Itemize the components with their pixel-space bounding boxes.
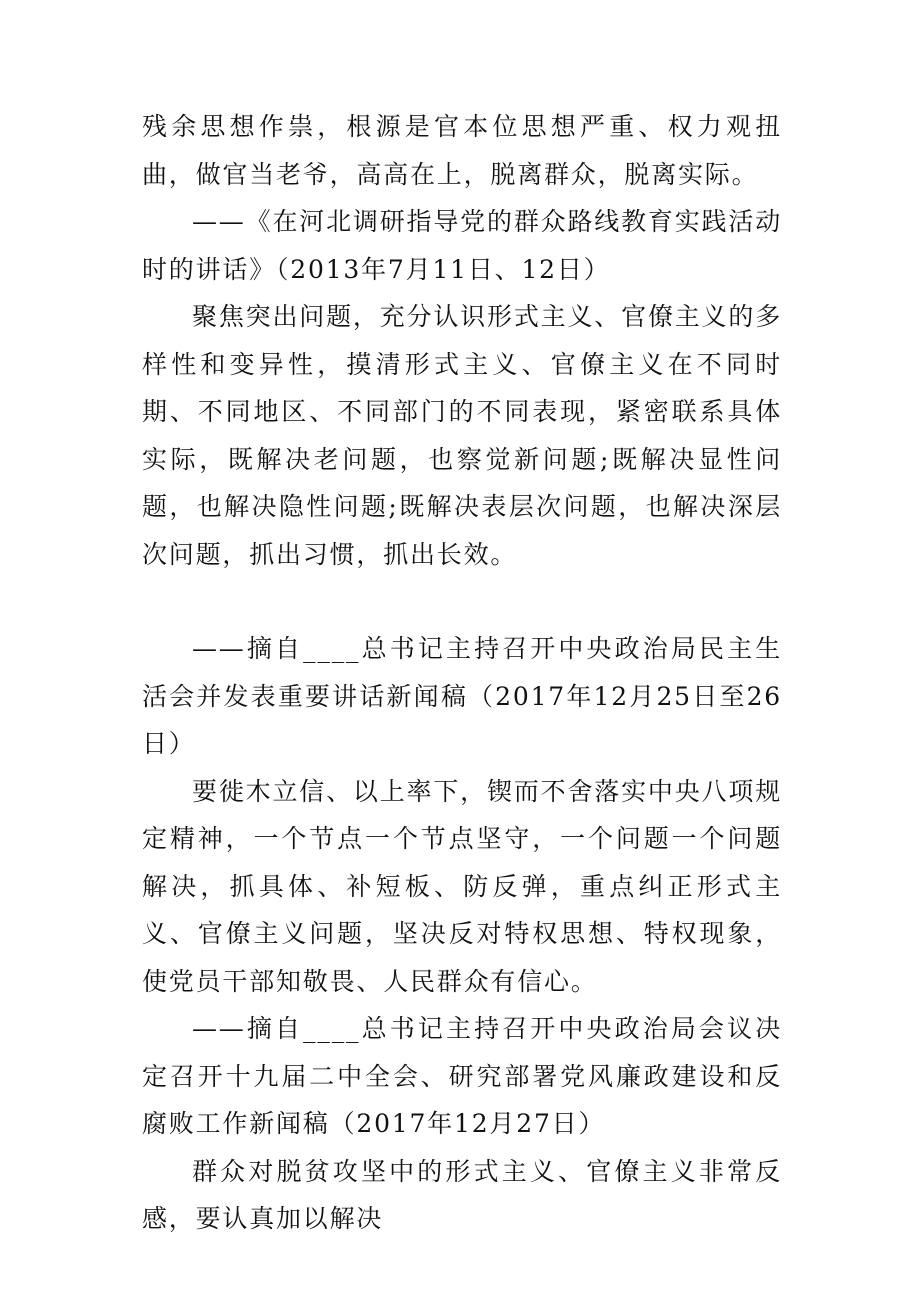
paragraph-gap [142,578,782,625]
paragraph-3: 聚焦突出问题，充分认识形式主义、官僚主义的多样性和变异性，摸清形式主义、官僚主义在不同时期、不同地区、不同部门的不同表现，紧密联系具体实际，既解决老问题，也察觉新问题;既解决显性问题，也解决隐性问题;既解决表层次问题，也解决深层次问题，抓出习惯，抓出长效。 [142,302,782,569]
paragraph-4-citation: ——摘自____总书记主持召开中央政治局民主生活会并发表重要讲话新闻稿（2017年12月25日至26日） [142,634,782,758]
document-page [142,103,782,1243]
paragraph-7: 群众对脱贫攻坚中的形式主义、官僚主义非常反感，要认真加以解决 [142,1156,782,1233]
paragraph-6-citation: ——摘自____总书记主持召开中央政治局会议决定召开十九届二中全会、研究部署党风廉政建设和反腐败工作新闻稿（2017年12月27日） [142,1014,782,1138]
paragraph-1: 残余思想作祟，根源是官本位思想严重、权力观扭曲，做官当老爷，高高在上，脱离群众，脱离实际。 [142,112,782,189]
paragraph-2-citation: ——《在河北调研指导党的群众路线教育实践活动时的讲话》（2013年7月11日、12日） [142,207,782,284]
paragraph-5: 要徙木立信、以上率下，锲而不舍落实中央八项规定精神，一个节点一个节点坚守，一个问题一个问题解决，抓具体、补短板、防反弹，重点纠正形式主义、官僚主义问题，坚决反对特权思想、特权现象，使党员干部知敬畏、人民群众有信心。 [142,776,782,996]
